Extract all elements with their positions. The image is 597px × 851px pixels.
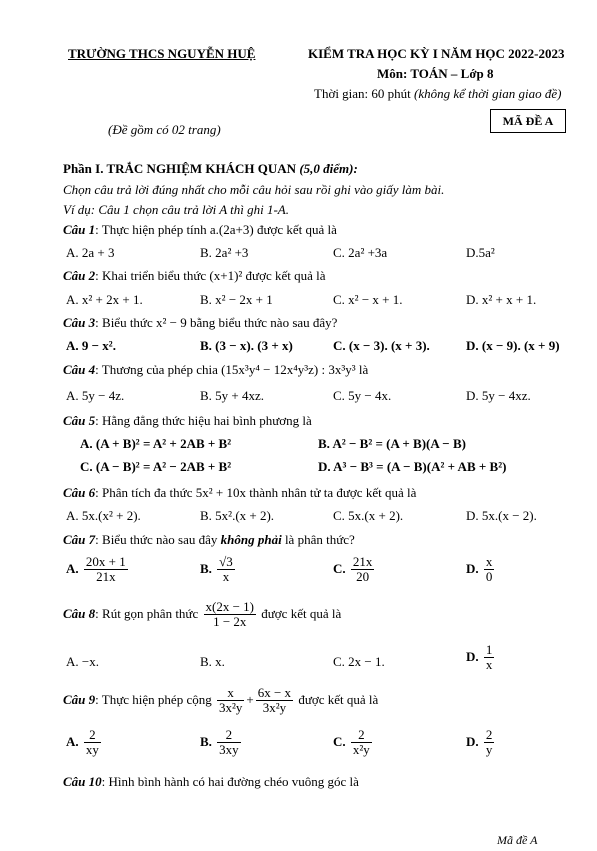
denominator: 0 (485, 569, 493, 585)
fraction (484, 728, 495, 758)
question-7 (63, 532, 355, 548)
question-label: Câu 4 (63, 362, 96, 377)
fraction (217, 686, 244, 716)
q3-option-d: D. (x − 9). (x + 9) (466, 338, 560, 353)
fraction (484, 643, 495, 673)
q7-option-d (466, 555, 496, 585)
time-note: (không kể thời gian giao đề) (414, 86, 562, 101)
question-text: : Hình bình hành có hai đường chéo vuông góc là (101, 774, 359, 789)
numerator: 20x + 1 (85, 554, 126, 569)
q2-option-a: A. x² + 2x + 1. (66, 292, 143, 307)
q3-option-a: A. 9 − x². (66, 338, 116, 353)
numerator: 21x (352, 554, 373, 569)
question-text: : Thương của phép chia (15x³y⁴ − 12x⁴y³z) : 3x³y³ là (95, 362, 369, 377)
q6-option-d: D. 5x.(x − 2). (466, 508, 537, 523)
question-text: : Hằng đẳng thức hiệu hai bình phương là (95, 413, 312, 428)
question-text: : Biểu thức x² − 9 bằng biểu thức nào sau đây? (95, 315, 338, 330)
part1-title: Phần I. TRẮC NGHIỆM KHÁCH QUAN (63, 161, 297, 176)
numerator: x (485, 554, 493, 569)
denominator: xy (85, 742, 99, 758)
q1-option-c: C. 2a² +3a (333, 245, 388, 260)
fraction (217, 555, 235, 585)
question-label: Câu 9 (63, 691, 96, 707)
question-5 (63, 413, 312, 429)
denominator: 20 (356, 569, 370, 585)
question-text-after: được kết quả là (298, 691, 379, 707)
footer-exam-code: Mã đề A (497, 833, 538, 847)
question-1 (63, 222, 337, 238)
option-key: B. (200, 560, 212, 576)
question-text: : Khai triển biểu thức (x+1)² được kết quả là (95, 268, 326, 283)
fraction (84, 728, 101, 758)
q5-option-b: B. A² − B² = (A + B)(A − B) (318, 436, 466, 451)
exam-code-box: MÃ ĐỀ A (490, 109, 566, 133)
question-text-after: là phân thức? (284, 532, 355, 547)
fraction (256, 686, 293, 716)
numerator: √3 (219, 554, 233, 569)
q9-option-d (466, 728, 496, 758)
part1-points: (5,0 điểm): (299, 161, 358, 176)
question-4 (63, 362, 368, 378)
q4-option-c: C. 5y − 4x. (333, 388, 392, 403)
question-label: Câu 2 (63, 268, 96, 283)
q9-option-a (66, 728, 103, 758)
part1-heading (63, 161, 358, 177)
numerator: 1 (485, 642, 493, 657)
q7-option-c (333, 555, 376, 585)
question-9: Câu 9: Thực hiện phép cộng $\frac{x}{\text{3x²y}}$ + $\frac{6x - x}{\text{3x²y}}$ được kết quả là (63, 685, 379, 716)
denominator: 1 − 2x (213, 614, 247, 630)
q2-option-d: D. x² + x + 1. (466, 292, 537, 307)
question-text: : Thực hiện phép cộng (95, 691, 212, 707)
question-10 (63, 774, 359, 790)
q6-option-c: C. 5x.(x + 2). (333, 508, 404, 523)
exam-title: KIỂM TRA HỌC KỲ I NĂM HỌC 2022-2023 (308, 46, 565, 61)
school-name: TRƯỜNG THCS NGUYỄN HUỆ (68, 46, 256, 61)
q3-option-c: C. (x − 3). (x + 3). (333, 338, 430, 353)
question-2 (63, 268, 326, 284)
subject-line: Môn: TOÁN – Lớp 8 (377, 66, 494, 81)
fraction (217, 728, 241, 758)
fraction (84, 555, 128, 585)
denominator: 3x²y (218, 700, 243, 716)
time-label: Thời gian: 60 phút (314, 86, 411, 101)
denominator: 3x²y (262, 700, 287, 716)
q5-option-a: A. (A + B)² = A² + 2AB + B² (80, 436, 232, 451)
question-text: : Thực hiện phép tính a.(2a+3) được kết quả là (95, 222, 337, 237)
option-key: A. (66, 733, 79, 749)
question-label: Câu 5 (63, 413, 96, 428)
option-key: C. (333, 560, 346, 576)
q7-option-b (200, 555, 237, 585)
option-key: D. (466, 733, 479, 749)
q1-option-d: D.5a² (466, 245, 495, 260)
question-6 (63, 485, 416, 501)
q9-option-b (200, 728, 243, 758)
q4-option-b: B. 5y + 4xz. (200, 388, 265, 403)
question-label: Câu 8 (63, 605, 96, 621)
denominator: y (485, 742, 493, 758)
q8-option-c: C. 2x − 1. (333, 654, 385, 669)
question-emphasis: không phải (220, 532, 282, 547)
question-text: : Phân tích đa thức 5x² + 10x thành nhân tử ta được kết quả là (95, 485, 417, 500)
option-key: D. (466, 560, 479, 576)
q4-option-a: A. 5y − 4z. (66, 388, 125, 403)
denominator: x²y (352, 742, 370, 758)
q1-option-b: B. 2a² +3 (200, 245, 249, 260)
option-key: C. (333, 733, 346, 749)
denominator: 21x (96, 569, 116, 585)
numerator: 6x − x (257, 685, 292, 700)
question-label: Câu 10 (63, 774, 102, 789)
numerator: 2 (485, 727, 493, 742)
question-3 (63, 315, 337, 331)
part1-instruction: Chọn câu trả lời đúng nhất cho mỗi câu hỏi sau rồi ghi vào giấy làm bài. (63, 182, 445, 197)
fraction (351, 728, 372, 758)
denominator: x (485, 657, 493, 673)
fraction (484, 555, 495, 585)
denominator: 3xy (219, 742, 239, 758)
question-label: Câu 3 (63, 315, 96, 330)
q7-option-a (66, 555, 130, 585)
question-text: : Biểu thức nào sau đây (95, 532, 218, 547)
question-text: : Rút gọn phân thức (95, 605, 199, 621)
fraction (351, 555, 375, 585)
question-label: Câu 7 (63, 532, 96, 547)
denominator: x (222, 569, 230, 585)
question-label: Câu 1 (63, 222, 96, 237)
q8-option-a: A. −x. (66, 654, 99, 669)
option-key: A. (66, 560, 79, 576)
option-key: B. (200, 733, 212, 749)
pages-note: (Đề gồm có 02 trang) (108, 122, 221, 137)
q2-option-c: C. x² − x + 1. (333, 292, 403, 307)
q8-option-b: B. x. (200, 654, 225, 669)
question-text-after: được kết quả là (261, 605, 342, 621)
numerator: 2 (217, 728, 241, 743)
q5-option-d: D. A³ − B³ = (A − B)(A² + AB + B²) (318, 459, 507, 474)
q2-option-b: B. x² − 2x + 1 (200, 292, 273, 307)
numerator: x (217, 686, 244, 701)
numerator: x(2x − 1) (205, 599, 254, 614)
q8-option-d (466, 643, 496, 673)
q6-option-b: B. 5x².(x + 2). (200, 508, 275, 523)
numerator: 2 (351, 728, 372, 743)
q6-option-a: A. 5x.(x² + 2). (66, 508, 141, 523)
q3-option-b: B. (3 − x). (3 + x) (200, 338, 293, 353)
numerator: 2 (84, 728, 101, 743)
part1-example: Ví dụ: Câu 1 chọn câu trả lời A thì ghi 1-A. (63, 202, 290, 217)
time-line (314, 86, 561, 102)
question-label: Câu 6 (63, 485, 96, 500)
q5-option-c: C. (A − B)² = A² − 2AB + B² (80, 459, 232, 474)
question-8 (63, 600, 341, 630)
option-key: D. (466, 648, 479, 664)
q1-option-a: A. 2a + 3 (66, 245, 115, 260)
q9-option-c (333, 728, 374, 758)
fraction (204, 600, 257, 630)
q4-option-d: D. 5y − 4xz. (466, 388, 531, 403)
